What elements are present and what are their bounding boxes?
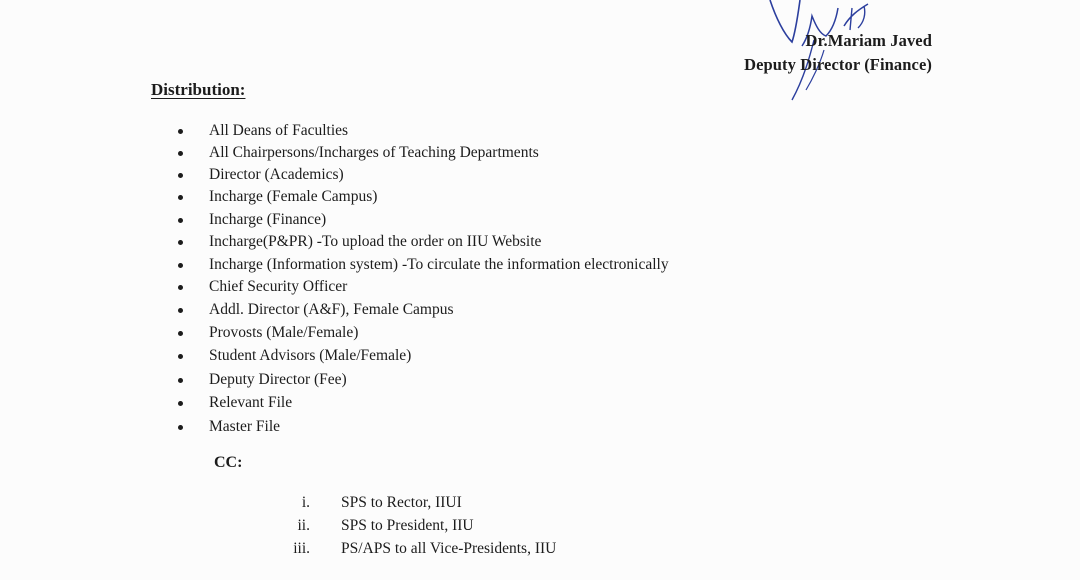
list-number: ii.	[297, 517, 310, 534]
bullet-icon	[178, 195, 183, 200]
cc-heading: CC:	[214, 454, 243, 471]
bullet-icon	[178, 218, 183, 223]
bullet-icon	[178, 354, 183, 359]
signature-block	[744, 29, 932, 77]
signer-title: Deputy Director (Finance)	[744, 55, 932, 74]
distribution-heading: Distribution:	[151, 80, 246, 99]
bullet-icon	[178, 151, 183, 156]
bullet-icon	[178, 308, 183, 313]
bullet-icon	[178, 129, 183, 134]
bullet-icon	[178, 425, 183, 430]
bullet-icon	[178, 378, 183, 383]
signer-name: Dr.Mariam Javed	[805, 31, 932, 50]
list-number: iii.	[293, 540, 310, 557]
bullet-icon	[178, 263, 183, 268]
bullet-icon	[178, 285, 183, 290]
bullet-icon	[178, 240, 183, 245]
document-page: Dr.Mariam Javed Deputy Director (Finance) Distribution: All Deans of Faculties All Chairpersons/Incharges of Teaching Departments Director (Academics) Incharge (Female Campus) Incharge (Finance) Incharge(P&PR) -To upload the order on IIU Website Incharge (Information system) -To circulate the information electronically Chief Security Officer Addl. Director (A&F), Female Campus Provosts (Male/Female) Student Advisors (Male/Female) Deputy Director (Fee) Relevant File Master File CC: i. SPS to Rector, IIUI ii. SPS to President, IIU iii. PS/APS to all Vice-Presidents, IIU	[0, 0, 1080, 580]
bullet-icon	[178, 173, 183, 178]
bullet-icon	[178, 401, 183, 406]
bullet-icon	[178, 331, 183, 336]
list-number: i.	[301, 494, 310, 511]
